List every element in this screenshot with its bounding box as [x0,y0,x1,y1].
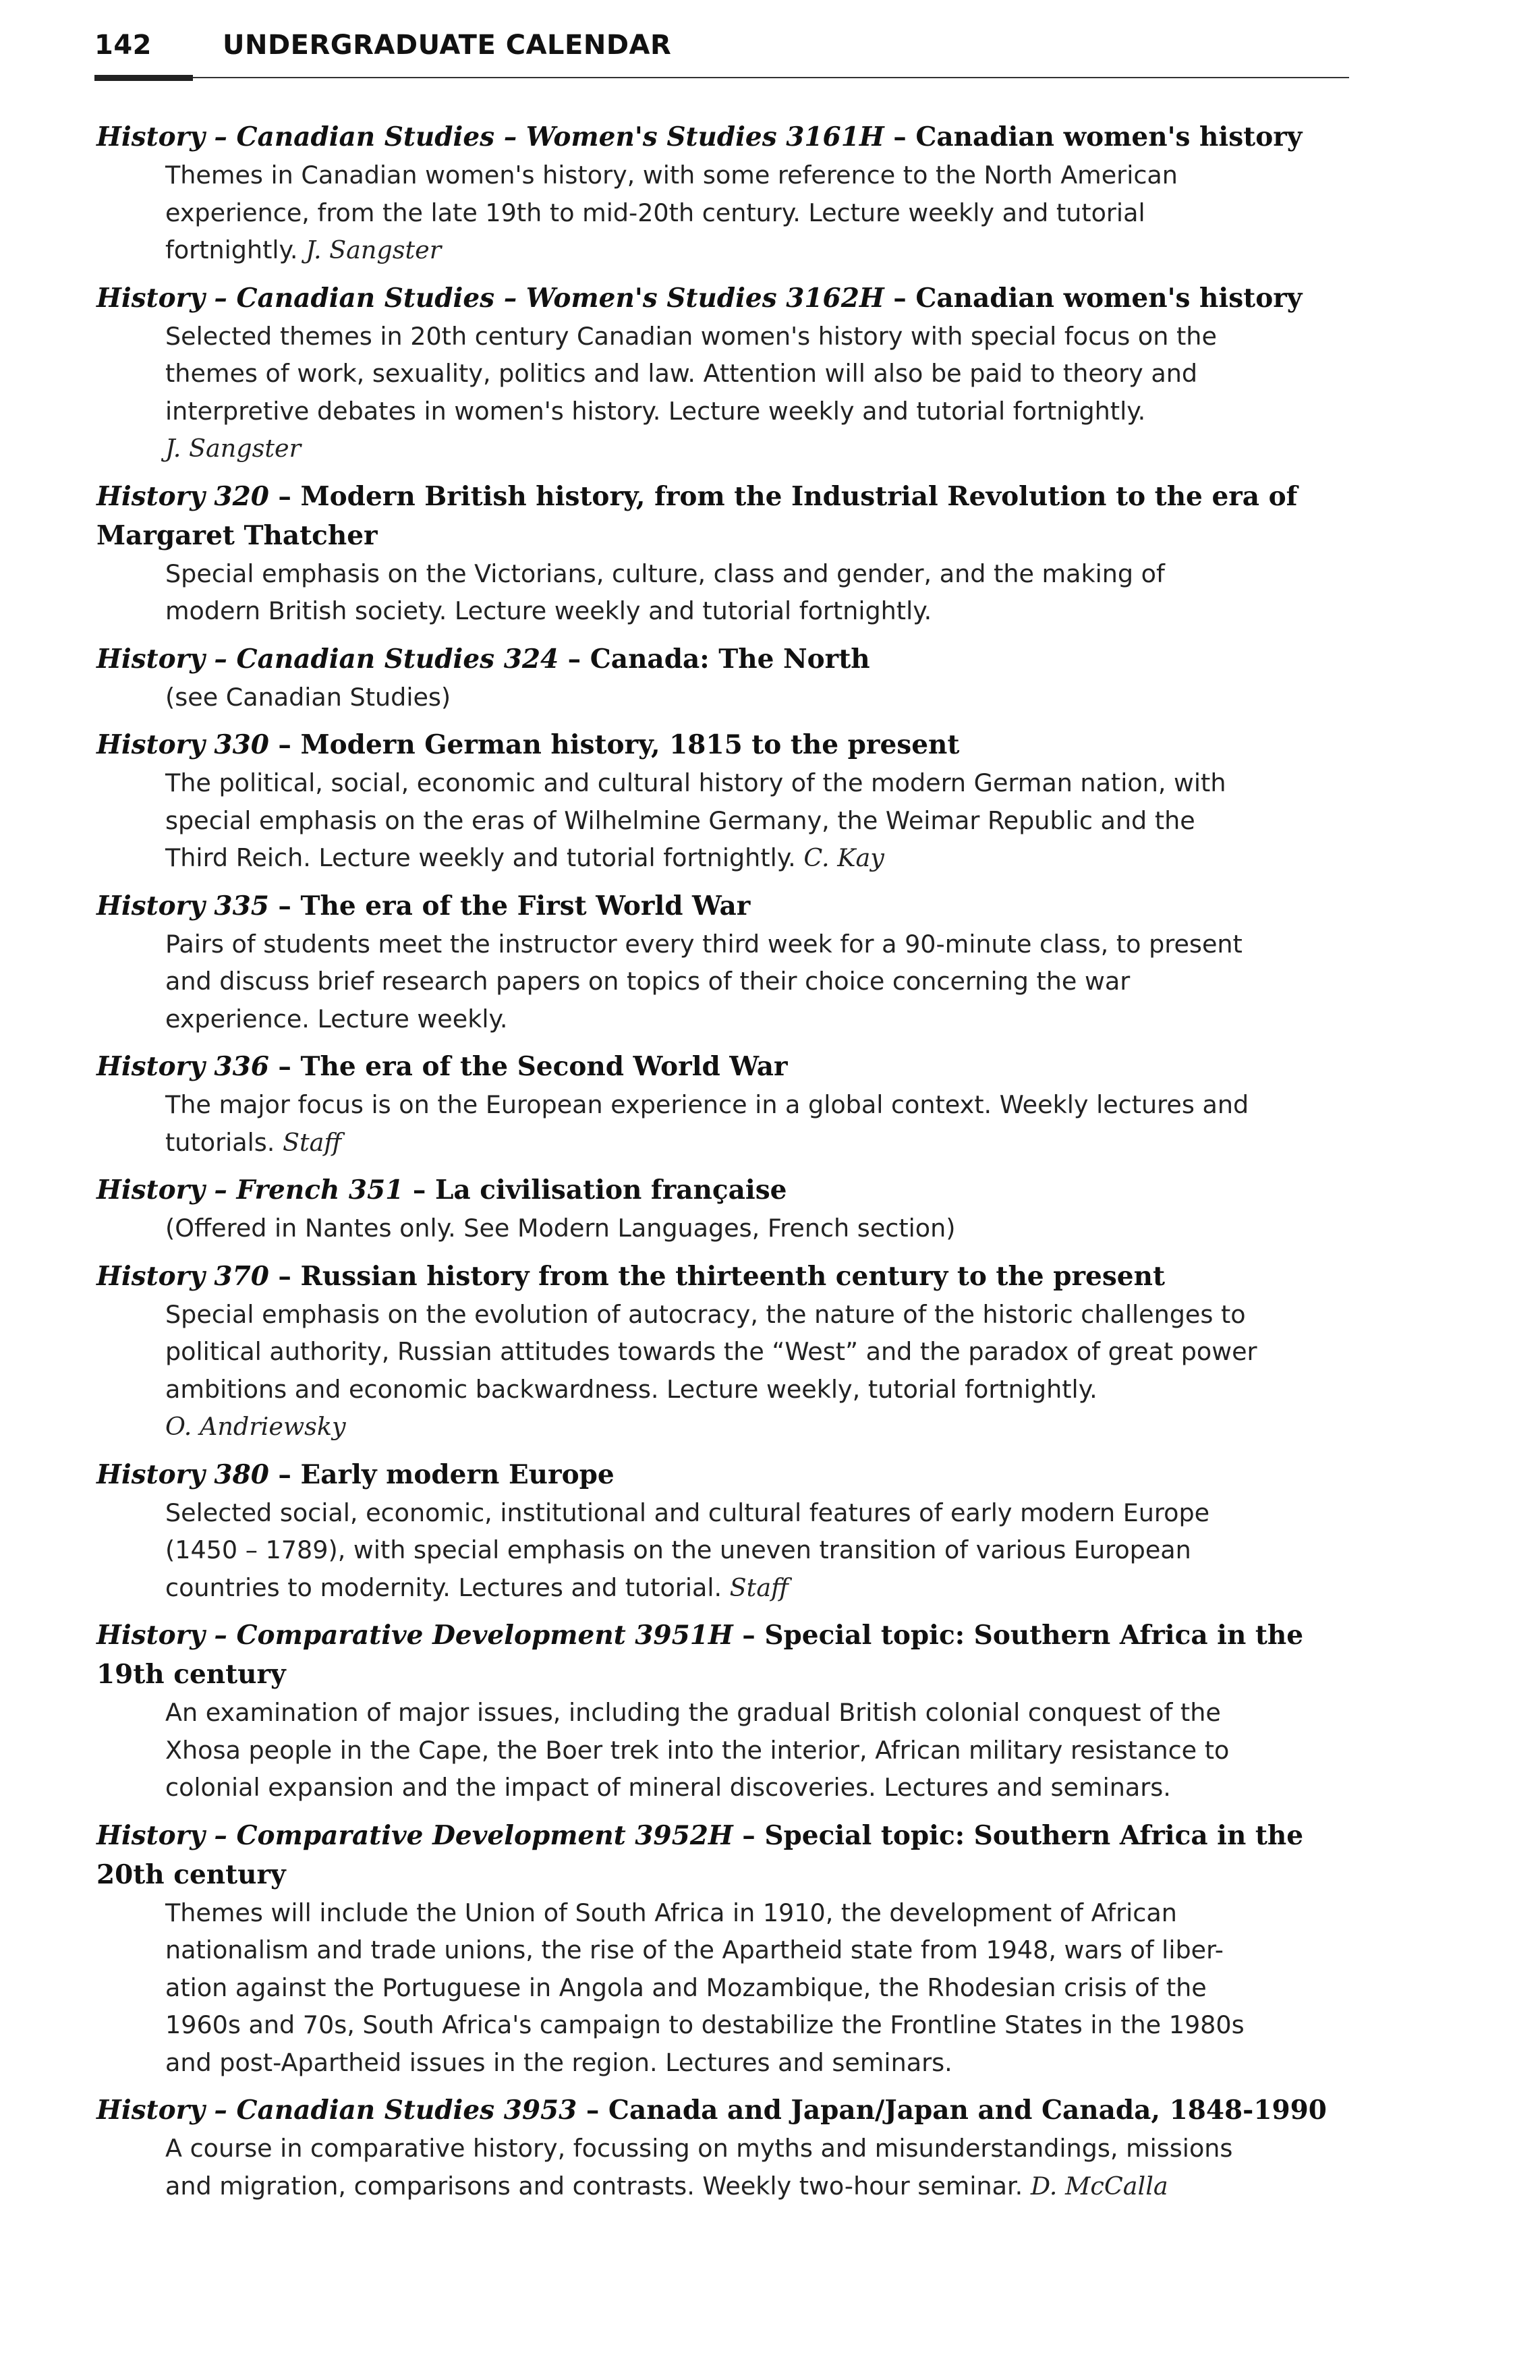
description-line: experience. Lecture weekly. [165,1004,508,1033]
description-line: Pairs of students meet the instructor every third week for a 90-minute class, to present [165,929,1243,959]
course-list [96,117,1351,2214]
description-line: Xhosa people in the Cape, the Boer trek into the interior, African military resistance to [165,1735,1230,1765]
course-title: Canada: The North [590,643,870,675]
course-heading [96,279,1351,318]
course-heading [96,1616,1351,1694]
course-separator: – [268,1051,301,1082]
course-entry [96,1616,1351,1807]
course-description [165,157,1359,269]
course-entry [96,1047,1351,1161]
course-separator: – [733,1620,765,1651]
course-heading [96,1455,1351,1494]
course-separator: – [268,1458,301,1490]
course-entry [96,1455,1351,1607]
course-heading [96,640,1351,679]
course-description [165,764,1359,877]
course-description [165,2130,1359,2205]
course-description [165,318,1359,468]
course-heading [96,1816,1351,1894]
description-line: and discuss brief research papers on topics of their choice concerning the war [165,967,1131,996]
course-code: History 336 [96,1051,269,1082]
description-line: Special emphasis on the Victorians, culture, class and gender, and the making of [165,559,1165,588]
description-line: A course in comparative history, focussing on myths and misunderstandings, missions [165,2134,1233,2163]
description-line: interpretive debates in women's history. Lecture weekly and tutorial fortnightly. [165,396,1146,426]
instructor-name: O. Andriewsky [165,1412,346,1441]
header-rule [94,77,1349,78]
course-entry [96,886,1351,1038]
course-code: History 330 [96,729,269,760]
course-description [165,1296,1359,1446]
instructor-name: C. Kay [803,843,884,872]
course-code: History – Canadian Studies 324 [96,643,559,675]
course-title: The era of the First World War [300,890,751,922]
course-description [165,1494,1359,1607]
course-heading [96,1047,1351,1086]
course-code: History 370 [96,1260,269,1292]
description-line: modern British society. Lecture weekly and tutorial fortnightly. [165,596,932,625]
description-line: ambitions and economic backwardness. Lecture weekly, tutorial fortnightly. [165,1374,1097,1404]
course-title: Special topic: Southern Africa in the 19th century [96,1620,1304,1690]
instructor-name: Staff [282,1127,342,1157]
course-heading [96,1170,1351,1210]
course-entry [96,2091,1351,2205]
course-title: Special topic: Southern Africa in the 20th century [96,1819,1304,1890]
course-title: Modern British history, from the Industrial Revolution to the era of Margaret Thatcher [96,480,1298,551]
course-description [165,1694,1359,1807]
course-code: History – French 351 [96,1174,404,1206]
course-description [165,555,1359,630]
description-line: (Offered in Nantes only. See Modern Languages, French section) [165,1214,956,1243]
page-header [94,30,1349,70]
course-separator: – [268,890,301,922]
course-entry [96,279,1351,468]
description-line: Special emphasis on the evolution of autocracy, the nature of the historic challenges to [165,1299,1246,1329]
instructor-name: J. Sangster [306,235,442,264]
course-heading [96,725,1351,764]
description-line: The major focus is on the European experience in a global context. Weekly lectures and [165,1090,1249,1119]
course-separator: – [884,282,916,314]
course-heading [96,117,1351,157]
course-title: Russian history from the thirteenth century to the present [300,1260,1165,1292]
instructor-name: J. Sangster [165,434,302,463]
course-code: History 380 [96,1458,269,1490]
description-line: (see Canadian Studies) [165,682,451,712]
description-line: ation against the Portuguese in Angola and Mozambique, the Rhodesian crisis of the [165,1973,1207,2002]
description-line: themes of work, sexuality, politics and law. Attention will also be paid to theory and [165,359,1198,388]
description-line [165,1408,1359,1446]
description-line: Themes will include the Union of South Africa in 1910, the development of African [165,1898,1177,1927]
description-line: colonial expansion and the impact of mineral discoveries. Lectures and seminars. [165,1773,1171,1802]
description-line: Third Reich. Lecture weekly and tutorial fortnightly. C. Kay [165,843,884,872]
course-description [165,1894,1359,2082]
page-number: 142 [94,30,152,61]
course-separator: – [733,1819,765,1851]
course-heading [96,2091,1351,2130]
course-entry [96,1816,1351,2082]
course-separator: – [268,1260,301,1292]
header-rule-accent [94,75,193,81]
course-entry [96,725,1351,877]
course-code: History 320 [96,480,269,512]
course-separator: – [559,643,590,675]
course-separator: – [403,1174,435,1206]
course-code: History – Canadian Studies – Women's Studies 3162H [96,282,884,314]
description-line: 1960s and 70s, South Africa's campaign to destabilize the Frontline States in the 1980s [165,2010,1245,2039]
course-heading [96,477,1351,555]
course-heading [96,1257,1351,1296]
course-entry [96,640,1351,716]
course-title: La civilisation française [434,1174,787,1206]
course-title: The era of the Second World War [300,1051,788,1082]
course-code: History – Comparative Development 3951H [96,1620,733,1651]
course-title: Early modern Europe [300,1458,615,1490]
course-entry [96,1257,1351,1446]
course-code: History – Canadian Studies 3953 [96,2095,577,2126]
course-entry [96,117,1351,269]
description-line: tutorials. Staff [165,1127,342,1157]
description-line: experience, from the late 19th to mid-20th century. Lecture weekly and tutorial [165,198,1145,227]
description-line [165,430,1359,468]
description-line: fortnightly. J. Sangster [165,235,442,264]
description-line: nationalism and trade unions, the rise of the Apartheid state from 1948, wars of liber- [165,1935,1224,1964]
course-description [165,1086,1359,1161]
course-title: Canadian women's history [915,121,1303,152]
running-title: UNDERGRADUATE CALENDAR [223,30,672,61]
instructor-name: D. McCalla [1030,2171,1168,2201]
description-line: Themes in Canadian women's history, with some reference to the North American [165,161,1178,190]
course-heading [96,886,1351,926]
course-separator: – [577,2095,608,2126]
course-entry [96,1170,1351,1247]
description-line: The political, social, economic and cultural history of the modern German nation, with [165,768,1226,797]
description-line: Selected themes in 20th century Canadian women's history with special focus on the [165,321,1217,351]
description-line: Selected social, economic, institutional and cultural features of early modern Europe [165,1498,1210,1527]
course-separator: – [884,121,916,152]
description-line: An examination of major issues, including the gradual British colonial conquest of the [165,1698,1221,1727]
course-title: Canadian women's history [915,282,1303,314]
course-description [165,926,1359,1038]
course-description [165,1210,1359,1247]
instructor-name: Staff [729,1572,789,1602]
course-separator: – [268,729,301,760]
course-code: History 335 [96,890,269,922]
course-entry [96,477,1351,630]
course-description [165,679,1359,716]
description-line: and migration, comparisons and contrasts. Weekly two-hour seminar. D. McCalla [165,2171,1168,2201]
course-code: History – Canadian Studies – Women's Studies 3161H [96,121,884,152]
description-line: (1450 – 1789), with special emphasis on the uneven transition of various European [165,1535,1191,1564]
course-separator: – [268,480,301,512]
course-title: Modern German history, 1815 to the present [300,729,960,760]
course-code: History – Comparative Development 3952H [96,1819,733,1851]
description-line: political authority, Russian attitudes towards the “West” and the paradox of great power [165,1337,1257,1366]
description-line: countries to modernity. Lectures and tutorial. Staff [165,1572,789,1602]
course-title: Canada and Japan/Japan and Canada, 1848-1990 [608,2095,1327,2126]
description-line: special emphasis on the eras of Wilhelmine Germany, the Weimar Republic and the [165,805,1195,835]
description-line: and post-Apartheid issues in the region. Lectures and seminars. [165,2047,952,2077]
